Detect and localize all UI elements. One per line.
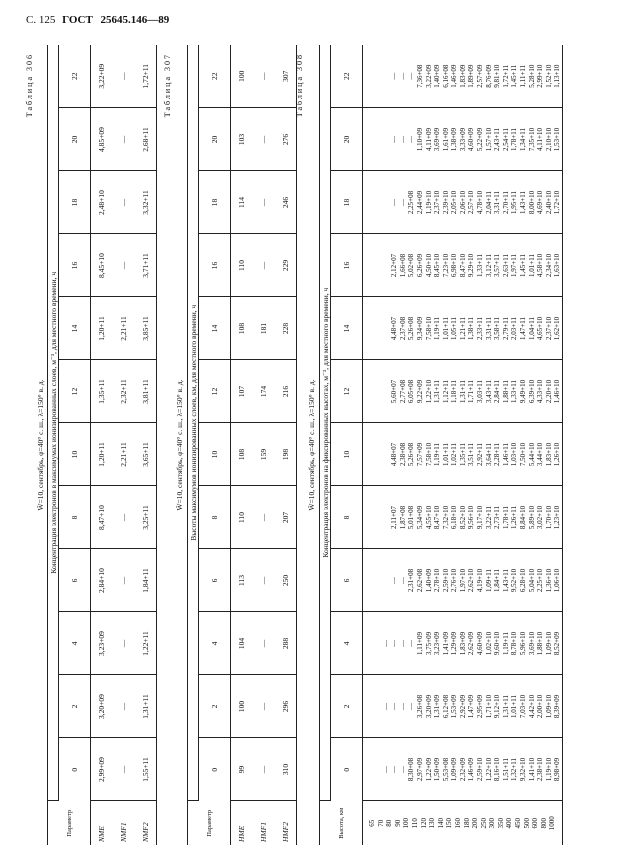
- param-header: Параметр: [48, 801, 91, 845]
- hour-header: 4: [199, 612, 231, 675]
- cell: 4,85+09: [91, 108, 113, 171]
- cell: 246: [275, 171, 297, 234]
- cell: 8,47+10: [91, 486, 113, 549]
- row-label: NMF2: [135, 801, 157, 845]
- gost-label: ГОСТ: [62, 14, 93, 26]
- cell: —: [253, 549, 275, 612]
- cell: 2,48+10: [91, 171, 113, 234]
- hour-header: 20: [59, 108, 91, 171]
- cell: —: [253, 675, 275, 738]
- cell: 3,32+11: [135, 171, 157, 234]
- hour-header: 2: [199, 675, 231, 738]
- cell: 114: [231, 171, 253, 234]
- cell: 310: [275, 738, 297, 801]
- cell: 1,35+11: [91, 360, 113, 423]
- rotated-tables: [23, 45, 593, 845]
- cell: 1,20+11: [91, 297, 113, 360]
- hour-header: 4: [59, 612, 91, 675]
- cell: 103: [231, 108, 253, 171]
- cell: 107: [231, 360, 253, 423]
- hour-header: 8: [331, 486, 363, 549]
- table-306-supheader: Концентрация электронов в максимумах ионизированных слоев, м⁻³, для местного времени, ч: [48, 45, 59, 801]
- cell: 1,22+11: [135, 612, 157, 675]
- table-308-supheader: Концентрация электронов на фиксированных высотах, м⁻³, для местного времени, ч: [320, 45, 331, 801]
- table-row: [253, 45, 275, 845]
- value-column: 2,12+07 1,66+08 5,02+08 6,26+09 4,50+10 8,45+10 7,23+10 6,98+10 8,47+10 9,29+10 1,33+11 3,12+11 3,57+11 2,63+11 1,97+11 1,45+11 1,01+11 4,58+10 2,34+10 1,63+10: [363, 234, 563, 297]
- hour-header: 18: [199, 171, 231, 234]
- hour-header: 10: [199, 423, 231, 486]
- hour-header: 18: [59, 171, 91, 234]
- hour-header: 8: [59, 486, 91, 549]
- cell: —: [113, 108, 135, 171]
- cell: 2,32+11: [113, 360, 135, 423]
- row-label: NME: [97, 826, 107, 842]
- hour-header: 0: [331, 738, 363, 801]
- row-label: HMF2: [275, 801, 297, 845]
- cell: 100: [231, 45, 253, 108]
- table-307-conditions: W̄=10, сентябрь, φ=40° с. ш., λ=150° в. д.: [175, 379, 184, 511]
- table-308-label: Таблица 308: [295, 53, 304, 118]
- cell: 2,84+10: [91, 549, 113, 612]
- hour-header: 12: [199, 360, 231, 423]
- hour-header: 16: [199, 234, 231, 297]
- hour-header: 2: [331, 675, 363, 738]
- cell: 3,85+11: [135, 297, 157, 360]
- cell: —: [113, 45, 135, 108]
- cell: 198: [275, 423, 297, 486]
- row-label: HME: [237, 825, 247, 842]
- value-column: 4,48+07 2,38+08 5,26+08 7,57+09 7,58+10 1,19+11 1,01+11 1,02+11 1,35+11 3,51+11 2,92+11 3,64+11 2,28+11 1,46+11 1,03+10 7,50+10 5,44+10 3,44+10 1,83+10 1,26+10: [363, 423, 563, 486]
- cell: 113: [231, 549, 253, 612]
- hour-header: 0: [199, 738, 231, 801]
- hour-header: 14: [331, 297, 363, 360]
- cell: 3,22+09: [91, 45, 113, 108]
- table-306-grid: [47, 45, 157, 845]
- cell: 2,99+09: [91, 738, 113, 801]
- page-number: С. 125: [26, 14, 56, 26]
- cell: 1,72+11: [135, 45, 157, 108]
- height-column: 65 70 80 90 100 110 120 130 140 150 160 180 200 250 300 350 400 450 500 600 800 1000: [363, 801, 563, 845]
- cell: 3,23+09: [91, 612, 113, 675]
- cell: 307: [275, 45, 297, 108]
- table-306-label: Таблица 306: [25, 53, 34, 118]
- cell: —: [113, 486, 135, 549]
- cell: 229: [275, 234, 297, 297]
- hour-header: 20: [199, 108, 231, 171]
- cell: —: [253, 234, 275, 297]
- cell: 3,20+09: [91, 675, 113, 738]
- hour-header: 10: [331, 423, 363, 486]
- table-row: [91, 45, 113, 845]
- hour-header: 22: [331, 45, 363, 108]
- cell: —: [113, 171, 135, 234]
- cell: 276: [275, 108, 297, 171]
- hour-header: 6: [199, 549, 231, 612]
- cell: 1,55+11: [135, 738, 157, 801]
- table-306-conditions: W̄=10, сентябрь, φ=40° с. ш., λ=150° в. д.: [36, 379, 45, 511]
- cell: 288: [275, 612, 297, 675]
- table-308-grid: [319, 45, 563, 845]
- cell: 216: [275, 360, 297, 423]
- table-row: [113, 45, 135, 845]
- cell: 108: [231, 297, 253, 360]
- cell: 99: [231, 738, 253, 801]
- cell: —: [253, 738, 275, 801]
- hour-header: 12: [59, 360, 91, 423]
- cell: —: [253, 171, 275, 234]
- cell: 2,68+11: [135, 108, 157, 171]
- value-column: — — — 1,10+09 4,11+09 3,69+09 1,61+09 1,38+09 3,33+09 4,60+09 5,22+09 1,57+10 2,43+11 2,54+11 1,78+11 1,34+11 7,35+10 4,11+10 2,10+10 1,53+10: [363, 108, 563, 171]
- hour-header: 6: [331, 549, 363, 612]
- cell: —: [253, 486, 275, 549]
- cell: 110: [231, 486, 253, 549]
- cell: 1,20+11: [91, 423, 113, 486]
- cell: 3,25+11: [135, 486, 157, 549]
- hour-header: 12: [331, 360, 363, 423]
- hour-header: 16: [331, 234, 363, 297]
- cell: 8,45+10: [91, 234, 113, 297]
- cell: 296: [275, 675, 297, 738]
- hour-header: 14: [199, 297, 231, 360]
- cell: 3,81+11: [135, 360, 157, 423]
- hour-header: 8: [199, 486, 231, 549]
- hour-header: 16: [59, 234, 91, 297]
- cell: 104: [231, 612, 253, 675]
- cell: —: [253, 612, 275, 675]
- cell: 100: [231, 675, 253, 738]
- cell: 1,84+11: [135, 549, 157, 612]
- cell: —: [253, 45, 275, 108]
- cell: 228: [275, 297, 297, 360]
- hour-header: 14: [59, 297, 91, 360]
- cell: —: [113, 612, 135, 675]
- hour-header: 18: [331, 171, 363, 234]
- cell: 181: [253, 297, 275, 360]
- cell: —: [113, 675, 135, 738]
- cell: —: [113, 234, 135, 297]
- cell: 207: [275, 486, 297, 549]
- table-307-grid: [187, 45, 297, 845]
- hour-header: 20: [331, 108, 363, 171]
- cell: 3,65+11: [135, 423, 157, 486]
- cell: —: [253, 108, 275, 171]
- hour-header: 4: [331, 612, 363, 675]
- table-row: [135, 45, 157, 845]
- cell: 250: [275, 549, 297, 612]
- table-307-label: Таблица 307: [163, 53, 172, 118]
- hour-header: 6: [59, 549, 91, 612]
- hour-header: 0: [59, 738, 91, 801]
- value-column: — — — — 1,11+09 3,75+09 3,23+09 1,41+09 1,29+09 1,83+09 2,62+09 4,60+09 1,02+10 9,60+10 1,19+11 8,78+10 5,96+10 3,69+10 1,88+10 1,09+10 8,52+09: [363, 612, 563, 675]
- value-column: — — — 7,36+08 3,22+09 1,40+09 6,16+08 1,46+09 1,83+09 1,89+09 2,57+09 8,76+09 9,81+10 1,72+11 1,45+11 1,11+11 5,28+10 2,99+10 1,52+10 1,13+10: [363, 45, 563, 108]
- table-307-supheader: Высоты максимумов ионизированных слоев, км, для местного времени, ч: [188, 45, 199, 801]
- value-column: 2,11+07 1,87+08 5,01+08 5,34+09 4,55+10 8,47+10 7,32+10 6,18+10 8,52+10 9,56+10 9,17+10 3,22+11 2,73+11 1,78+11 1,26+11 8,84+10 5,89+10 3,02+10 1,70+10 1,23+10: [363, 486, 563, 549]
- page-header: [26, 14, 169, 26]
- table-308-conditions: W̄=10, сентябрь, φ=40° с. ш., λ=150° в. д.: [307, 379, 316, 511]
- value-column: — — 2,25+08 2,44+09 1,19+10 2,37+10 2,39+10 2,05+10 2,06+10 2,57+10 4,78+10 2,04+11 3,31+11 2,70+11 1,95+11 1,43+11 8,00+10 4,69+10 2,40+10 1,72+10: [363, 171, 563, 234]
- row-label: HMF1: [259, 822, 268, 842]
- value-column: 4,48+07 2,37+08 5,26+08 9,34+09 7,58+10 1,19+11 1,01+11 1,05+11 1,21+11 1,38+11 2,33+11 3,31+11 3,58+11 2,79+11 2,03+11 1,47+11 1,04+11 4,65+10 2,37+10 1,62+10: [363, 297, 563, 360]
- value-column: — — 2,31+08 2,62+08 1,40+09 2,78+10 2,59+10 2,76+10 1,97+10 2,62+10 4,19+10 1,09+11 1,84+11 1,43+11 9,52+10 6,28+10 5,04+10 2,25+10 1,36+10 1,06+10: [363, 549, 563, 612]
- cell: 2,21+11: [113, 423, 135, 486]
- param-header: Параметр: [188, 801, 231, 845]
- cell: 2,21+11: [113, 297, 135, 360]
- hour-header: 2: [59, 675, 91, 738]
- cell: 110: [231, 234, 253, 297]
- table-row: [363, 45, 563, 845]
- row-label: NMF1: [119, 822, 128, 842]
- cell: —: [113, 738, 135, 801]
- cell: —: [113, 549, 135, 612]
- hour-header: 22: [59, 45, 91, 108]
- hour-header: 22: [199, 45, 231, 108]
- value-column: — — — — 3,26+08 3,20+09 1,31+09 6,12+08 1,53+09 2,92+09 1,47+09 2,95+09 1,71+10 9,12+10 1,31+11 1,01+11 7,03+10 4,42+10 2,00+10 1,09+10 8,39+09: [363, 675, 563, 738]
- table-row: [275, 45, 297, 845]
- cell: 3,71+11: [135, 234, 157, 297]
- height-header: Высота, км: [320, 801, 363, 845]
- gost-number: 25645.146—89: [100, 14, 170, 26]
- value-column: — — — 8,30+08 2,97+09 1,22+09 1,50+09 5,53+08 1,09+09 2,32+09 1,46+09 2,59+10 1,22+10 8,16+10 1,51+11 1,32+11 9,32+10 1,41+10 2,38+10 1,19+10 8,98+09: [363, 738, 563, 801]
- hour-header: 10: [59, 423, 91, 486]
- table-row: [231, 45, 253, 845]
- value-column: 5,60+07 2,77+08 6,05+08 9,22+09 1,22+10 1,31+11 1,12+11 1,18+11 1,31+11 1,71+11 3,03+11 3,43+11 2,84+11 1,88+11 1,33+11 9,49+10 6,39+10 4,33+10 2,20+10 1,46+10: [363, 360, 563, 423]
- cell: 1,31+11: [135, 675, 157, 738]
- cell: 108: [231, 423, 253, 486]
- cell: 174: [253, 360, 275, 423]
- cell: 159: [253, 423, 275, 486]
